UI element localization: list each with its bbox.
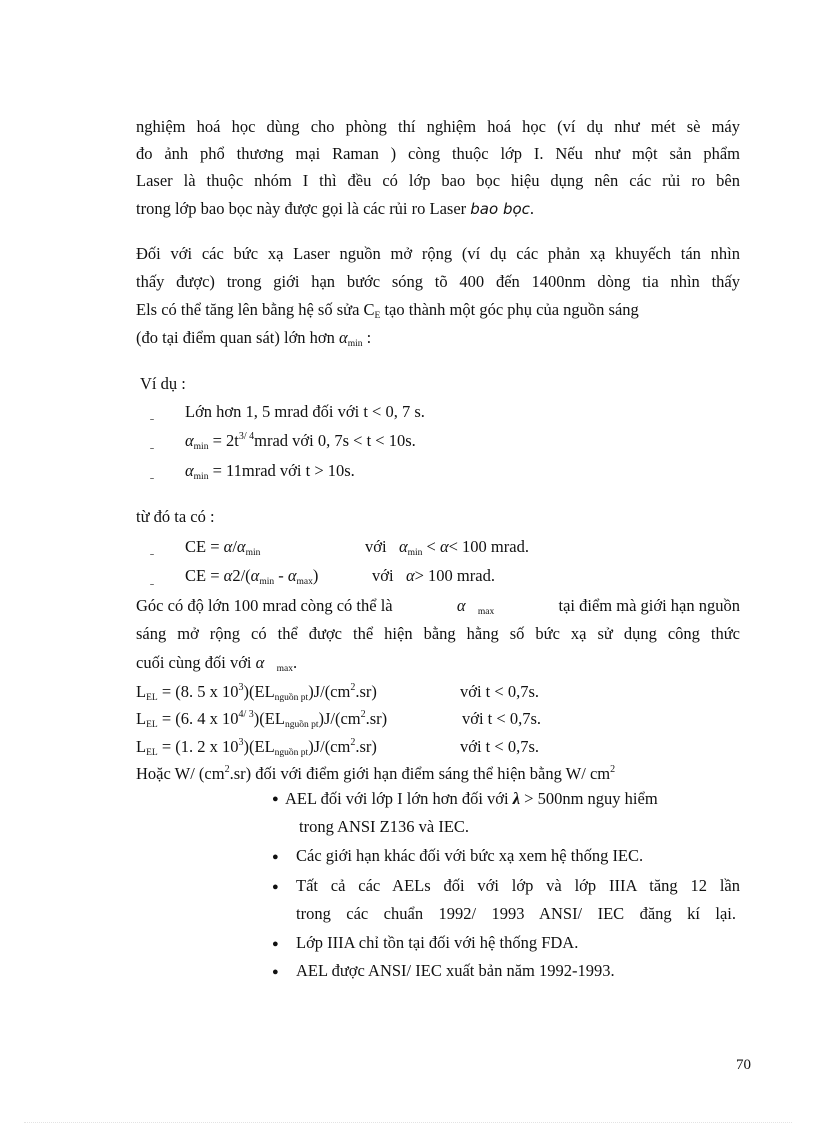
lel2-sup: 4/ 3 [238,709,254,720]
lel-condition-3: với t < 0,7s. [460,737,539,756]
sub-max: max [477,607,495,617]
para2-l3-b: tạo thành một góc phụ của nguồn sáng [380,300,639,319]
ce2-a: CE = [185,566,224,585]
sub-min: min [259,577,275,587]
paragraph-1-end: . [529,199,535,218]
bullet-3-line-1: Tất cả các AELs đối với lớp và lớp IIIA tăng 12 lần [296,876,740,895]
lel-formula-1 [136,682,377,702]
ce2-with: với [372,566,394,585]
lel-sub: EL [146,720,158,730]
hoac-a: Hoặc W/ (cm [136,764,225,783]
para2-l3-sub: E [374,311,381,321]
ce-formula-2 [185,566,318,586]
bullet-3-line-2: trong các chuẩn 1992/ 1993 ANSI/ IEC đăng kí lại. [296,904,736,923]
paragraph-1-line-3: Laser là thuộc nhóm I thì đều có lớp bao bọc hiệu dụng nên các rủi ro bên [136,171,740,190]
lel2-a: = (6. 4 x 10 [157,709,239,728]
lel-src: nguồn pt [274,748,309,758]
hoac-b: .sr) đối với điểm giới hạn điểm sáng thể hiện bằng W/ cm [229,764,611,783]
b1-b: > 500nm nguy hiểm [520,789,658,808]
alpha-symbol: α [185,461,194,480]
paragraph-2-line-1: Đối với các bức xạ Laser nguồn mở rộng (ví dụ các phản xạ khuyếch tán nhìn [136,244,740,263]
ce1-b: / [232,537,237,556]
lel3-a: = (1. 2 x 10 [157,737,239,756]
bullet-1-line-2: trong ANSI Z136 và IEC. [299,817,470,836]
lel-formula-2 [136,709,387,729]
lambda-symbol: λ [512,789,521,808]
lel-b: )(EL [243,682,275,701]
lel-c: )J/(cm [308,682,351,701]
ce1-c: < [422,537,440,556]
paragraph-2-line-3 [136,300,740,320]
lel-condition-2: với t < 0,7s. [462,709,541,728]
paragraph-1-line-2: đo ảnh phổ thương mại Raman ) còng thuộc lớp I. Nếu như một sản phẩm [136,144,740,163]
bullet-2: Các giới hạn khác đối với bức xạ xem hệ thống IEC. [296,846,644,865]
lel-d: .sr) [365,709,388,728]
sub-min: min [407,548,423,558]
lel1-sup: 3 [238,682,244,693]
ce1-with: với [365,537,387,556]
dash-bullet: ˍ [150,436,154,450]
ce-formula-1-condition [365,537,529,557]
alpha-symbol: α [223,566,233,585]
lel-condition-1: với t < 0,7s. [460,682,539,701]
dash-bullet: ˍ [150,466,154,480]
para3-l3-b: . [293,653,298,672]
lel-b: )(EL [253,709,285,728]
example-3 [185,461,355,481]
ce2-e: > 100 mrad. [414,566,495,585]
para3-l3-a: cuối cùng đối với [136,653,252,672]
alpha-symbol: α [398,537,408,556]
lel-prefix: L [136,737,147,756]
paragraph-3-line-1 [136,596,740,616]
page-number: 70 [736,1057,751,1073]
lel-d: .sr) [355,737,377,756]
alpha-symbol: α [456,596,466,615]
example-2 [185,431,416,451]
derive-label: từ đó ta có : [136,507,215,526]
ce1-d: < 100 mrad. [448,537,529,556]
para2-l4-a: (đo tại điểm quan sát) lớn hơn [136,328,340,347]
example-label: Ví dụ : [140,374,186,393]
bullet-1-line-1 [285,789,740,809]
dash-bullet: ˍ [150,407,154,421]
ce2-d: ) [312,566,319,585]
paragraph-1-text: trong lớp bao bọc này được gọi là các rủi ro Laser [136,199,467,218]
bullet-icon: ● [272,881,279,893]
lel-prefix: L [136,682,147,701]
lel-c: )J/(cm [318,709,361,728]
paragraph-1-italic: bao bọc [470,200,530,218]
alpha-symbol: α [236,537,246,556]
sub-max: max [296,577,313,587]
ex3-a: = 11mrad với t > 10s. [208,461,355,480]
ce2-b: 2/( [232,566,251,585]
lel-c: )J/(cm [308,737,351,756]
paragraph-3-line-3 [136,653,297,673]
b1-a: AEL đối với lớp I lớn hơn đối với [285,789,513,808]
sub-min: min [245,548,261,558]
alpha-symbol: α [405,566,415,585]
paragraph-2-line-2: thấy được) trong giới hạn bước sóng tõ 400 đến 1400nm dòng tia nhìn thấy [136,272,740,291]
bullet-icon: ● [272,851,279,863]
bullet-icon: ● [272,938,279,950]
lel-d: .sr) [355,682,377,701]
hoac-sq: 2 [224,764,230,775]
bullet-4: Lớp IIIA chỉ tồn tại đối với hệ thống FDA. [296,933,579,952]
alpha-symbol: α [185,431,194,450]
hoac-sq2: 2 [610,764,616,775]
dash-bullet: ˍ [150,542,154,556]
paragraph-1-line-4 [136,199,534,219]
ce2-c: - [274,566,288,585]
lel-sq: 2 [360,709,366,720]
lel1-a: = (8. 5 x 10 [157,682,239,701]
sub-min: min [193,442,209,452]
lel3-sup: 3 [238,737,244,748]
ce-formula-2-condition [372,566,495,586]
sub-max: max [276,664,294,674]
lel-sub: EL [146,693,158,703]
bullet-icon: ● [272,966,279,978]
alpha-symbol: α [339,328,348,347]
lel-sub: EL [146,748,158,758]
alpha-symbol: α [255,653,265,672]
lel-b: )(EL [243,737,275,756]
para2-l4-b: : [362,328,372,347]
lel-formula-3 [136,737,377,757]
para3-l1-b: tại điểm mà giới hạn nguồn [558,596,740,615]
dash-bullet: ˍ [150,572,154,586]
ex2-a: = 2t [208,431,239,450]
sub-min: min [193,472,209,482]
alpha-symbol: α [439,537,449,556]
lel-sq: 2 [350,737,356,748]
lel-prefix: L [136,709,147,728]
lel-src: nguồn pt [284,720,319,730]
paragraph-1-line-1: nghiệm hoá học dùng cho phòng thí nghiệm hoá học (ví dụ như mét sè máy [136,117,740,136]
alpha-symbol: α [223,537,233,556]
lel-sq: 2 [350,682,356,693]
paragraph-3-line-2: sáng mở rộng có thể được thể hiện bằng hằng số bức xạ sử dụng công thức [136,624,740,643]
bullet-5: AEL được ANSI/ IEC xuất bản năm 1992-1993. [296,961,615,980]
ex2-b: mrad với 0, 7s < t < 10s. [254,431,416,450]
sub-min: min [347,339,363,349]
para2-l3-a: Els có thể tăng lên bằng hệ số sửa C [136,300,375,319]
paragraph-2-line-4 [136,328,371,348]
example-1: Lớn hơn 1, 5 mrad đối với t < 0, 7 s. [185,402,425,421]
ce-formula-1 [185,537,260,557]
para3-l1-a: Góc có độ lớn 100 mrad còng có thể là [136,596,393,615]
ex2-sup: 3/ 4 [238,431,255,442]
alpha-symbol: α [250,566,260,585]
bullet-icon: ● [272,793,279,805]
hoac-line [136,764,615,784]
ce1-a: CE = [185,537,224,556]
alpha-symbol: α [287,566,297,585]
lel-src: nguồn pt [274,693,309,703]
